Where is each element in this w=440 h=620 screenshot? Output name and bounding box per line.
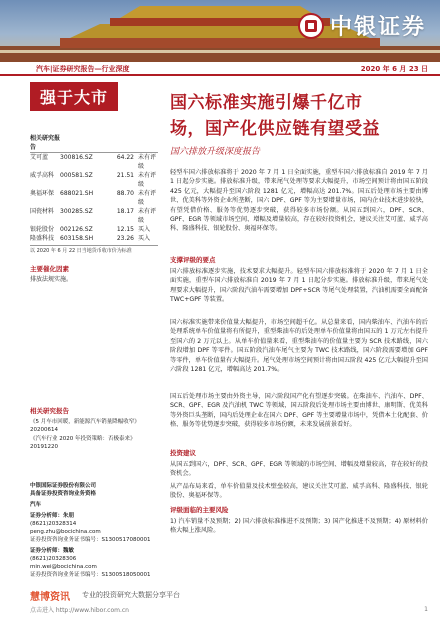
stock-name: 银轮股份 <box>30 226 55 233</box>
stock-price: 21.51 <box>116 172 134 179</box>
related-report-link[interactable]: 《5 月车市回暖，新能源汽车销量降幅收窄》20200614 <box>30 419 140 433</box>
analyst-phone: (8621)20328306 <box>30 556 77 562</box>
table-row <box>30 234 158 243</box>
footer-logo: 慧博资讯 <box>30 592 70 603</box>
stock-rating: 买入 <box>138 235 151 242</box>
analyst-cert: 证券投资咨询业务证书编号：S1300518050001 <box>30 572 151 578</box>
intro-paragraph: 轻型车国六排放标准将于 2020 年 7 月 1 日全面实施，重型车国六排放标准自 2019 年 7 月 1 日起分步实施。排放标准升级，带来尾气处理等要求大幅提升，市场空间预计将由国五阶段 425 亿元，大幅提升至国六阶段 1281 亿元，增幅高达 201.7%。国五后处理市场主要由博世、优美科等外资企业所垄断，国六 DPF、GPF 等为主要增量市场，国内企业技术进步较快，有望凭借价格、服务等优势逐步突破，获得较多市场份额。从国五到国六，DPF、SCR、GPF、EGR 等领域市场空间、增幅及增量较高，存在较好投资机会，建议关注艾可蓝、威孚高科、隆盛科技、银轮股份、奥福环保等。 <box>170 169 428 233</box>
org-qualification: 具备证券投资咨询业务资格 <box>30 491 97 497</box>
contact-block <box>30 482 158 579</box>
invest-title: 投资建议 <box>170 449 196 457</box>
stock-rating: 未有评级 <box>138 208 157 224</box>
stock-code: 300285.SZ <box>60 208 93 215</box>
catalyst-text: 排放法规实施。 <box>30 276 73 283</box>
stock-code: 002126.SZ <box>60 226 93 233</box>
analyst-phone: (8621)20328314 <box>30 521 77 527</box>
bullet-paragraph: 国六排放标准逐步实施，技术要求大幅提升。轻型车国六排放标准将于 2020 年 7 月 1 日全面实施，重型车国六排放标准自 2019 年 7 月 1 日起分步实施。排放标准升级，带来尾气处理要求大幅提升，国六阶段汽油车需要增加 DPF+SCR 等尾气处理装置，汽油机需要全面配备 TWC+GPF 等装置。 <box>170 268 428 304</box>
stock-rating: 买入 <box>138 226 151 233</box>
table-row <box>30 153 158 171</box>
brand-name: 中银证券 <box>329 15 426 40</box>
stock-name: 奥福环保 <box>30 190 55 197</box>
stock-code: 688021.SH <box>60 190 94 197</box>
related-reports-list <box>30 418 158 451</box>
invest-paragraph: 从国五到国六，DPF、SCR、GPF、EGR 等领域的市场空间、增幅及增量较高，存在较好的投资机会。 <box>170 461 428 478</box>
stock-price: 18.17 <box>116 208 134 215</box>
stock-rating: 未有评级 <box>138 154 157 170</box>
stock-code: 300816.SZ <box>60 154 93 161</box>
header-banner <box>0 0 440 62</box>
stock-name: 威孚高科 <box>30 172 55 179</box>
rating-badge: 强于大市 <box>30 82 118 111</box>
catalyst-title: 主要催化因素 <box>30 265 69 273</box>
report-subtitle: 国六排放升级深度报告 <box>170 147 261 157</box>
table-row <box>30 171 158 189</box>
stock-price: 64.22 <box>116 154 134 161</box>
title-block <box>170 90 430 157</box>
stock-name: 隆盛科技 <box>30 235 55 242</box>
stock-table-caption: 相关研究报告 <box>30 135 61 151</box>
table-row <box>30 225 158 234</box>
dept-label: 汽车 <box>30 502 42 508</box>
analyst-cert: 证券投资咨询业务证书编号：S1300517080001 <box>30 537 151 543</box>
brand-logo-icon <box>298 13 324 39</box>
stock-table <box>30 153 158 243</box>
org-name: 中银国际证券股份有限公司 <box>30 483 97 489</box>
table-row <box>30 189 158 207</box>
support-title: 支撑评级的要点 <box>170 256 216 264</box>
stock-price: 23.26 <box>116 235 134 242</box>
stock-name: 国瓷材料 <box>30 208 55 215</box>
risk-paragraph: 1) 汽车销量不及预期；2) 国六排放标准推进不及预期；3) 国产化推进不及预期；4) 原材料价格大幅上涨风险。 <box>170 518 428 535</box>
related-reports-title: 相关研究报告 <box>30 407 69 415</box>
risk-title: 评级面临的主要风险 <box>170 506 229 514</box>
footer-link[interactable]: 点击进入 http://www.hibor.com.cn <box>30 607 129 614</box>
left-column <box>30 82 158 579</box>
stock-code: 000581.SZ <box>60 172 93 179</box>
stock-rating: 未有评级 <box>138 172 157 188</box>
stock-rating: 未有评级 <box>138 190 157 206</box>
stock-price: 12.15 <box>116 226 134 233</box>
page-number: 1 <box>424 606 428 613</box>
report-date: 2020 年 6 月 23 日 <box>360 65 428 73</box>
invest-paragraph: 从产品布局来看，单车价值量及技术壁垒较高，建议关注艾可蓝、威孚高科、隆盛科技、银轮股份、奥福环保等。 <box>170 483 428 500</box>
stock-code: 603158.SH <box>60 235 94 242</box>
stock-price: 88.70 <box>116 190 134 197</box>
bullet-paragraph: 国五后处理市场主要由外资主导，国六阶段国产化有望逐步突破。在柴油车、汽油车、DPF、SCR、GPF、EGR 及汽油机 TWC 等领域，国五阶段后处理市场主要由博世、康明斯、优美科等外资巨头垄断，国内后处理企业在国六 DPF、GPF 等主要增量市场中，凭借本土化配套、价格、服务等优势逐步突破，获得较多市场份额，未来发展前景看好。 <box>170 393 428 429</box>
analyst-name: 证券分析师：魏敏 <box>30 548 75 554</box>
table-row <box>30 207 158 225</box>
report-title-line-1: 国六标准实施引爆千亿市 <box>170 93 363 113</box>
analyst-name: 证券分析师：朱朋 <box>30 513 75 519</box>
analyst-email[interactable]: peng.zhu@bocichina.com <box>30 529 101 535</box>
bullet-paragraph: 国六标准实施带来价值量大幅提升，市场空间超千亿。从总量来看，国内柴油车、汽油车的后处理系统单车价值量将有所提升，重型柴油车的后处理单车价值量将由国五的 1 万元左右提升至国六的 2 万元以上。从单车价值量来看，重型柴油车的价值量主要为 SCR 技术路线，国六阶段增加 DPF 等零件。国五阶段汽油车尾气主要为 TWC 技术路线，国六阶段需要增加 GPF 等零件，单车价值量有大幅提升。尾气处理市场空间预计将由国五阶段 425 亿元大幅提升至国六阶段 1281 亿元，增幅高达 201.7%。 <box>170 319 428 374</box>
report-title-line-2: 场，国产化供应链有望受益 <box>170 119 380 139</box>
stock-table-header <box>30 133 158 153</box>
stock-table-note: 以 2020 年 6 月 22 日当地货币收市价为标准 <box>30 245 158 254</box>
stock-name: 艾可蓝 <box>30 154 49 161</box>
footer-slogan: 专业的投资研究大数据分享平台 <box>82 591 180 599</box>
related-report-link[interactable]: 《汽车行业 2020 年投资策略：否极泰来》20191220 <box>30 436 136 450</box>
report-category: 汽车|证券研究报告—行业深度 <box>36 65 130 73</box>
brand <box>298 10 426 41</box>
category-bar <box>0 62 440 76</box>
analyst-email[interactable]: min.wei@bocichina.com <box>30 564 97 570</box>
